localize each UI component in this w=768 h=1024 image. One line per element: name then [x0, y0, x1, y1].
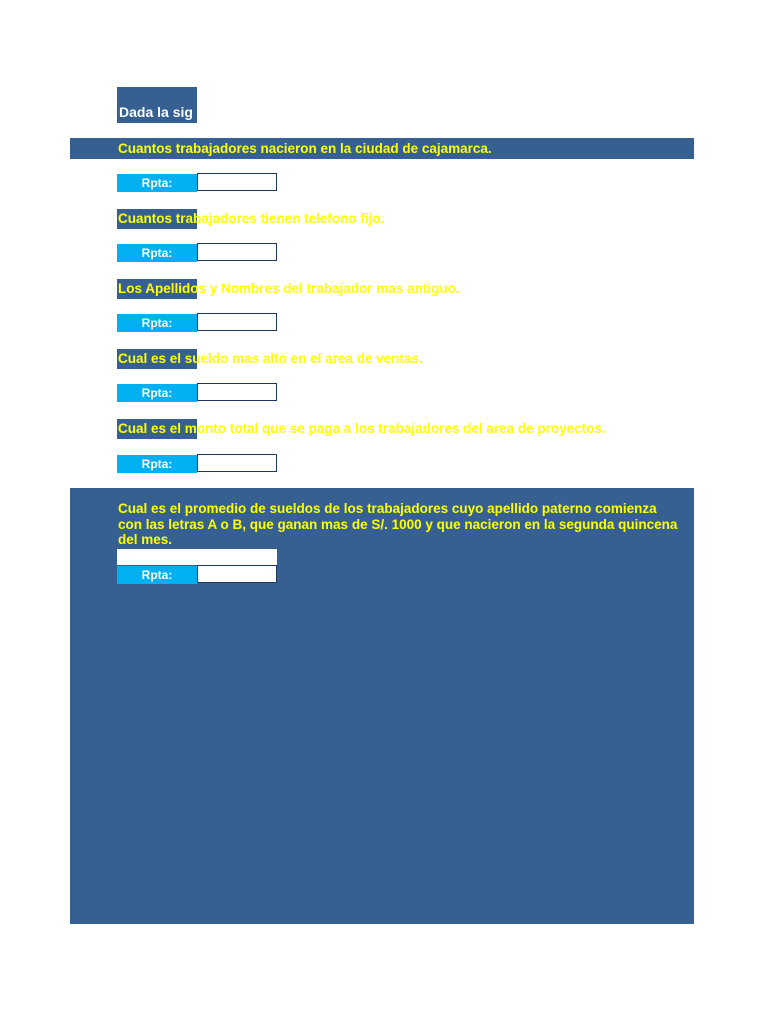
answer-4-input[interactable]: [197, 383, 277, 401]
answer-5-input[interactable]: [197, 454, 277, 472]
answer-2-label: Rpta:: [117, 244, 197, 262]
answer-4-label: Rpta:: [117, 384, 197, 402]
sheet-title: Dada la sig: [117, 87, 197, 123]
answer-2-input[interactable]: [197, 243, 277, 261]
answer-1-label: Rpta:: [117, 174, 197, 192]
answer-3-input[interactable]: [197, 313, 277, 331]
answer-5-label: Rpta:: [117, 455, 197, 473]
answer-6-label: Rpta:: [117, 566, 197, 584]
question-6-text: Cual es el promedio de sueldos de los trabajadores cuyo apellido paterno comienza con las letras A o B, que ganan mas de S/. 1000 y que nacieron en la segunda quincena del mes.: [118, 501, 678, 547]
answer-1-input[interactable]: [197, 173, 277, 191]
answer-3-label: Rpta:: [117, 314, 197, 332]
question-2-text: Cuantos trabajadores tienen telefono fijo.: [118, 211, 385, 226]
blank-cell: [117, 549, 277, 565]
question-5-text: Cual es el monto total que se paga a los trabajadores del area de proyectos.: [118, 421, 606, 436]
question-3-text: Los Apellidos y Nombres del trabajador mas antiguo.: [118, 281, 460, 296]
question-4-text: Cual es el sueldo mas alto en el area de ventas.: [118, 351, 423, 366]
question-1-text: Cuantos trabajadores nacieron en la ciudad de cajamarca.: [118, 141, 492, 156]
answer-6-input[interactable]: [197, 565, 277, 583]
